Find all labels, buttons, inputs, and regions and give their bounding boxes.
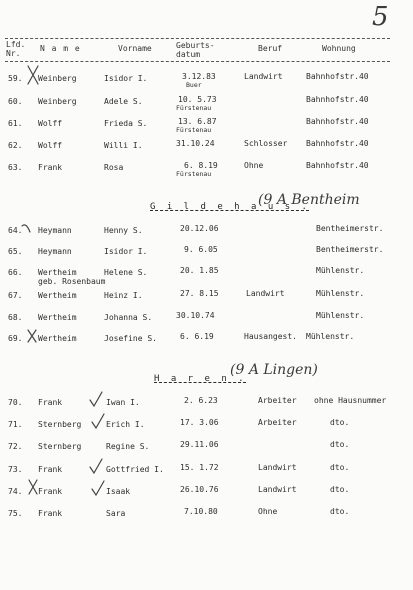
page-number: 5 — [372, 2, 389, 32]
row-vorname: Isaak — [106, 487, 131, 496]
row-wohnung: Bahnhofstr.40 — [306, 161, 369, 170]
row-wohnung: Mühlenstr. — [316, 266, 365, 275]
row-name: Frank — [38, 487, 63, 496]
row-geb: 10. 5.73 — [178, 95, 217, 104]
row-beruf: Hausangest. — [244, 332, 297, 341]
row-vorname: Erich I. — [106, 420, 145, 429]
row-beruf: Arbeiter — [258, 418, 297, 427]
row-beruf: Landwirt — [244, 72, 283, 81]
row-name: Wolff — [38, 119, 63, 128]
row-geb: 15. 1.72 — [180, 463, 219, 472]
row-vorname: Isidor I. — [104, 247, 148, 256]
row-geb-ort: Fürstenau — [176, 170, 212, 178]
row-beruf: Landwirt — [246, 289, 285, 298]
row-nr: 74. — [8, 487, 23, 496]
row-name: Wertheim — [38, 313, 77, 322]
row-geb-ort: Fürstenau — [176, 104, 212, 112]
row-nr: 59. — [8, 74, 23, 83]
header-geburtsdatum-line1: Geburts- — [176, 41, 215, 50]
row-geb: 13. 6.87 — [178, 117, 217, 126]
row-wohnung: ohne Hausnummer — [314, 396, 387, 405]
row-geb: 20. 1.85 — [180, 266, 219, 275]
row-geb: 9. 6.05 — [184, 245, 218, 254]
row-name: Frank — [38, 398, 63, 407]
row-name: Heymann — [38, 226, 72, 235]
handwritten-note-haren: (9 A Lingen) — [230, 362, 318, 378]
header-beruf: Beruf — [258, 44, 283, 53]
row-geb: 29.11.06 — [180, 440, 219, 449]
row-vorname: Adele S. — [104, 97, 143, 106]
row-nr: 73. — [8, 465, 23, 474]
header-wohnung: Wohnung — [322, 44, 356, 53]
row-wohnung: dto. — [330, 485, 350, 494]
row-geb: 7.10.80 — [184, 507, 218, 516]
section-gildehaus: G i l d e h a u s . — [150, 202, 310, 212]
row-name: Heymann — [38, 247, 72, 256]
row-vorname: Heinz I. — [104, 291, 143, 300]
row-name: Weinberg — [38, 97, 77, 106]
row-beruf: Arbeiter — [258, 396, 297, 405]
row-name: Wertheim — [38, 334, 77, 343]
row-nr: 75. — [8, 509, 23, 518]
row-nr: 61. — [8, 119, 23, 128]
header-vorname: Vorname — [118, 44, 152, 53]
row-vorname: Gottfried I. — [106, 465, 164, 474]
row-nr: 67. — [8, 291, 23, 300]
row-nr: 68. — [8, 313, 23, 322]
row-vorname: Regine S. — [106, 442, 150, 451]
row-name: Wolff — [38, 141, 63, 150]
row-nr: 63. — [8, 163, 23, 172]
row-beruf: Landwirt — [258, 485, 297, 494]
row-name: Weinberg — [38, 74, 77, 83]
cross-mark-icon — [28, 66, 38, 84]
row-geb: 30.10.74 — [176, 311, 215, 320]
row-name: Frank — [38, 163, 63, 172]
row-vorname: Rosa — [104, 163, 124, 172]
row-geb: 17. 3.06 — [180, 418, 219, 427]
row-name: Frank — [38, 509, 63, 518]
header-nr-line1: Lfd. — [6, 40, 26, 49]
row-wohnung: Mühlenstr. — [316, 311, 365, 320]
check-mark-icon — [92, 481, 104, 495]
row-wohnung: Mühlenstr. — [306, 332, 355, 341]
row-vorname: Sara — [106, 509, 126, 518]
row-vorname: Helene S. — [104, 268, 148, 277]
row-wohnung: dto. — [330, 418, 350, 427]
row-geb-ort: Fürstenau — [176, 126, 212, 134]
row-name: Sternberg — [38, 420, 82, 429]
section-haren: H a r e n . — [154, 374, 247, 384]
header-name: N a m e — [40, 44, 81, 53]
row-beruf: Ohne — [244, 161, 264, 170]
check-mark-icon — [90, 459, 102, 473]
row-wohnung: Bahnhofstr.40 — [306, 117, 369, 126]
check-mark-icon — [92, 414, 104, 428]
cross-mark-icon — [29, 480, 37, 494]
row-name: Sternberg — [38, 442, 82, 451]
row-name: Frank — [38, 465, 63, 474]
row-vorname: Frieda S. — [104, 119, 148, 128]
row-nr: 72. — [8, 442, 23, 451]
row-vorname: Josefine S. — [104, 334, 157, 343]
row-geb: 3.12.83 — [182, 72, 216, 81]
row-geb-ort: Buer — [186, 81, 202, 89]
row-nr: 60. — [8, 97, 23, 106]
row-vorname: Isidor I. — [104, 74, 148, 83]
check-mark-icon — [22, 225, 30, 232]
header-nr-line2: Nr. — [6, 49, 21, 58]
row-nr: 62. — [8, 141, 23, 150]
row-wohnung: Bentheimerstr. — [316, 224, 384, 233]
check-mark-icon — [90, 392, 102, 406]
row-nr: 70. — [8, 398, 23, 407]
row-beruf: Schlosser — [244, 139, 288, 148]
row-vorname: Iwan I. — [106, 398, 140, 407]
row-nr: 66. — [8, 268, 23, 277]
row-name: Wertheim — [38, 291, 77, 300]
row-wohnung: Bentheimerstr. — [316, 245, 384, 254]
row-wohnung: Bahnhofstr.40 — [306, 72, 369, 81]
row-beruf: Ohne — [258, 507, 278, 516]
row-wohnung: dto. — [330, 463, 350, 472]
row-geb: 2. 6.23 — [184, 396, 218, 405]
row-name: Wertheim — [38, 268, 77, 277]
row-vorname: Johanna S. — [104, 313, 153, 322]
row-wohnung: dto. — [330, 507, 350, 516]
row-wohnung: Bahnhofstr.40 — [306, 139, 369, 148]
row-nr: 71. — [8, 420, 23, 429]
row-nr: 64. — [8, 226, 23, 235]
row-wohnung: Bahnhofstr.40 — [306, 95, 369, 104]
row-wohnung: Mühlenstr. — [316, 289, 365, 298]
row-geb: 6. 8.19 — [184, 161, 218, 170]
row-nr: 65. — [8, 247, 23, 256]
row-beruf: Landwirt — [258, 463, 297, 472]
cross-mark-icon — [28, 330, 36, 342]
row-geb: 31.10.24 — [176, 139, 215, 148]
row-geb: 26.10.76 — [180, 485, 219, 494]
row-geb: 6. 6.19 — [180, 332, 214, 341]
header-geburtsdatum-line2: datum — [176, 50, 201, 59]
handwritten-note-gildehaus: (9 A Bentheim — [258, 192, 360, 208]
row-name-geb: geb. Rosenbaum — [38, 277, 106, 286]
row-vorname: Willi I. — [104, 141, 143, 150]
row-vorname: Henny S. — [104, 226, 143, 235]
row-geb: 20.12.06 — [180, 224, 219, 233]
row-geb: 27. 8.15 — [180, 289, 219, 298]
row-nr: 69. — [8, 334, 23, 343]
row-wohnung: dto. — [330, 440, 350, 449]
